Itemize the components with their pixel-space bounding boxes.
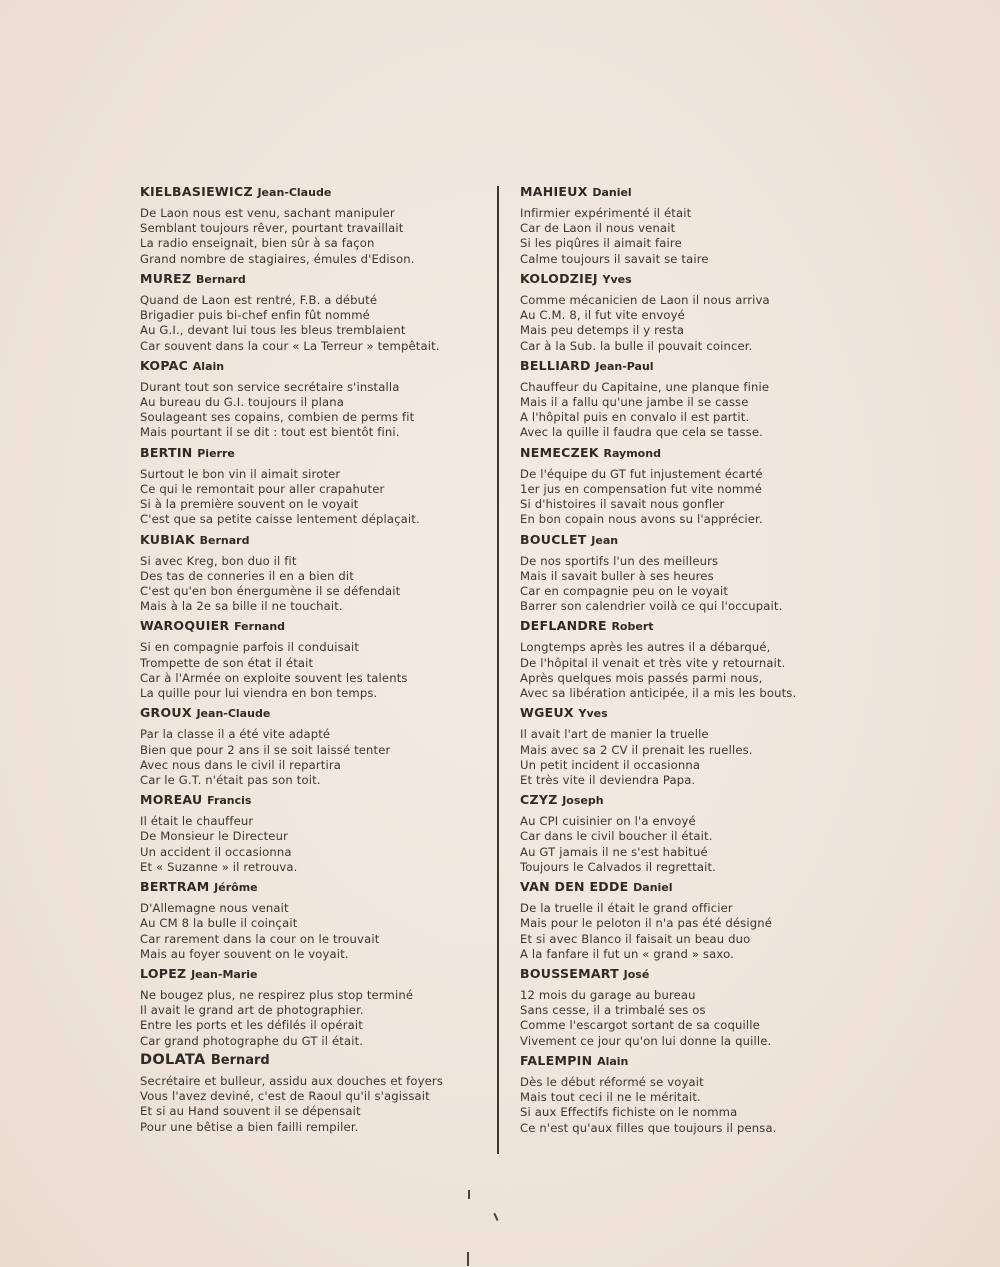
verse-line: Vous l'avez deviné, c'est de Raoul qu'il s'agissait (140, 1089, 430, 1104)
verse-line: Soulageant ses copains, combien de perms fit (140, 410, 415, 425)
poem-entry (520, 271, 840, 358)
verse-line: Car de Laon il nous venait (520, 221, 676, 236)
column-divider (497, 186, 499, 1154)
entry-name: FALEMPIN Alain (520, 1052, 629, 1068)
entry-name: BERTIN Pierre (140, 444, 235, 460)
verse-line: Au G.I., devant lui tous les bleus tremblaient (140, 323, 406, 338)
verse-line: Il était le chauffeur (140, 814, 254, 829)
verse-line: Ce n'est qu'aux filles que toujours il pensa. (520, 1120, 777, 1135)
entry-name: VAN DEN EDDE Daniel (520, 879, 673, 895)
entry-name: BERTRAM Jérôme (140, 879, 258, 895)
verse-line: Car en compagnie peu on le voyait (520, 583, 729, 598)
verse-line: Longtemps après les autres il a débarqué, (520, 640, 771, 655)
verse-line: D'Allemagne nous venait (140, 901, 289, 916)
right-column (520, 184, 840, 1140)
poem-entry (520, 532, 840, 619)
verse-line: De la truelle il était le grand officier (520, 901, 733, 916)
verse-line: La quille pour lui viendra en bon temps. (140, 686, 378, 701)
poem-entry (520, 966, 840, 1053)
poem-entry (520, 792, 840, 879)
verse-line: Sans cesse, il a trimbalé ses os (520, 1003, 706, 1018)
entry-name: WGEUX Yves (520, 705, 608, 721)
verse-line: Et si avec Blanco il faisait un beau duo (520, 931, 751, 946)
verse-line: De nos sportifs l'un des meilleurs (520, 553, 719, 568)
verse-line: Dès le début réformé se voyait (520, 1074, 704, 1089)
verse-line: En bon copain nous avons su l'apprécier. (520, 512, 763, 527)
poem-entry (520, 358, 840, 445)
entry-name: KOLODZIEJ Yves (520, 270, 632, 286)
left-column (140, 184, 485, 1140)
verse-line: Au CPI cuisinier on l'a envoyé (520, 814, 696, 829)
entry-name: MAHIEUX Daniel (520, 184, 632, 199)
poem-entry (520, 184, 840, 271)
entry-name: CZYZ Joseph (520, 792, 604, 808)
verse-line: Ce qui le remontait pour aller crapahuter (140, 481, 385, 496)
verse-line: Car le G.T. n'était pas son toit. (140, 772, 321, 787)
verse-line: Des tas de conneries il en a bien dit (140, 568, 354, 583)
verse-line: Chauffeur du Capitaine, une planque finie (520, 379, 770, 394)
verse-line: Semblant toujours rêver, pourtant travaillait (140, 221, 404, 236)
verse-line: Toujours le Calvados il regrettait. (520, 859, 716, 874)
verse-line: Comme mécanicien de Laon il nous arriva (520, 292, 770, 307)
verse-line: Si en compagnie parfois il conduisait (140, 640, 360, 655)
entry-name: KOPAC Alain (140, 357, 225, 373)
poem-entry (520, 445, 840, 532)
entry-name: MOREAU Francis (140, 792, 252, 808)
verse-line: Au C.M. 8, il fut vite envoyé (520, 308, 685, 323)
verse-line: Durant tout son service secrétaire s'installa (140, 379, 400, 394)
verse-line: Mais peu detemps il y resta (520, 323, 685, 338)
verse-line: Si à la première souvent on le voyait (140, 497, 359, 512)
verse-line: Si aux Effectifs fichiste on le nomma (520, 1105, 738, 1120)
verse-line: Avec sa libération anticipée, il a mis les bouts. (520, 686, 797, 701)
verse-line: Mais pourtant il se dit : tout est bientôt fini. (140, 425, 400, 440)
verse-line: Car souvent dans la cour « La Terreur » tempêtait. (140, 338, 440, 353)
verse-line: Entre les ports et les défilés il opérait (140, 1018, 363, 1033)
verse-line: Mais au foyer souvent on le voyait. (140, 946, 349, 961)
verse-line: Brigadier puis bi-chef enfin fût nommé (140, 308, 370, 323)
entry-name: NEMECZEK Raymond (520, 444, 661, 460)
verse-line: Grand nombre de stagiaires, émules d'Edison. (140, 251, 415, 266)
verse-line: Surtout le bon vin il aimait siroter (140, 466, 341, 481)
poem-entry (140, 271, 485, 358)
verse-line: Car à la Sub. la bulle il pouvait coincer. (520, 338, 753, 353)
entry-name: BOUSSEMART José (520, 966, 650, 982)
entry-name: KUBIAK Bernard (140, 531, 250, 547)
verse-line: A l'hôpital puis en convalo il est partit. (520, 410, 750, 425)
verse-line: Trompette de son état il était (140, 655, 314, 670)
verse-line: A la fanfare il fut un « grand » saxo. (520, 946, 734, 961)
verse-line: Par la classe il a été vite adapté (140, 727, 331, 742)
verse-line: Au CM 8 la bulle il coinçait (140, 916, 298, 931)
verse-line: Mais il a fallu qu'une jambe il se casse (520, 394, 749, 409)
poem-entry (140, 1053, 485, 1140)
verse-line: De l'hôpital il venait et très vite y retournait. (520, 655, 786, 670)
verse-line: Quand de Laon est rentré, F.B. a débuté (140, 292, 378, 307)
verse-line: Car à l'Armée on exploite souvent les talents (140, 670, 408, 685)
verse-line: Si d'histoires il savait nous gonfler (520, 497, 725, 512)
entry-name: DOLATA Bernard (140, 1052, 270, 1068)
verse-line: La radio enseignait, bien sûr à sa façon (140, 236, 375, 251)
verse-line: Calme toujours il savait se taire (520, 251, 709, 266)
poem-entry (140, 966, 485, 1053)
verse-line: Au bureau du G.I. toujours il plana (140, 394, 344, 409)
entry-name: LOPEZ Jean-Marie (140, 966, 258, 982)
verse-line: Pour une bêtise a bien failli rempiler. (140, 1119, 359, 1134)
verse-line: C'est qu'en bon énergumène il se défendait (140, 583, 401, 598)
verse-line: Il avait le grand art de photographier. (140, 1003, 364, 1018)
poem-entry (520, 1053, 840, 1140)
entry-name: GROUX Jean-Claude (140, 705, 271, 721)
verse-line: Car dans le civil boucher il était. (520, 829, 713, 844)
verse-line: Vivement ce jour qu'on lui donne la quille. (520, 1033, 772, 1048)
verse-line: Et « Suzanne » il retrouva. (140, 859, 298, 874)
poem-entry (140, 792, 485, 879)
verse-line: Ne bougez plus, ne respirez plus stop terminé (140, 988, 414, 1003)
poem-entry (140, 705, 485, 792)
verse-line: De l'équipe du GT fut injustement écarté (520, 466, 763, 481)
verse-line: Si les piqûres il aimait faire (520, 236, 682, 251)
verse-line: De Monsieur le Directeur (140, 829, 288, 844)
verse-line: Un accident il occasionna (140, 844, 292, 859)
verse-line: Après quelques mois passés parmi nous, (520, 670, 763, 685)
poem-entry (520, 618, 840, 705)
verse-line: Et très vite il deviendra Papa. (520, 772, 696, 787)
entry-name: WAROQUIER Fernand (140, 618, 286, 634)
verse-line: Il avait l'art de manier la truelle (520, 727, 709, 742)
verse-line: Si avec Kreg, bon duo il fit (140, 553, 297, 568)
poem-entry (140, 532, 485, 619)
poem-entry (520, 879, 840, 966)
verse-line: Mais à la 2e sa bille il ne touchait. (140, 599, 343, 614)
verse-line: 12 mois du garage au bureau (520, 988, 696, 1003)
poem-entry (140, 358, 485, 445)
verse-line: 1er jus en compensation fut vite nommé (520, 481, 763, 496)
verse-line: Car rarement dans la cour on le trouvait (140, 931, 380, 946)
entry-name: DEFLANDRE Robert (520, 618, 654, 634)
verse-line: Et si au Hand souvent il se dépensait (140, 1104, 361, 1119)
verse-line: Bien que pour 2 ans il se soit laissé tenter (140, 742, 391, 757)
entry-name: BELLIARD Jean-Paul (520, 357, 654, 373)
verse-line: Mais il savait buller à ses heures (520, 568, 714, 583)
poem-entry (520, 705, 840, 792)
poem-entry (140, 445, 485, 532)
verse-line: Avec nous dans le civil il repartira (140, 757, 342, 772)
verse-line: De Laon nous est venu, sachant manipuler (140, 206, 395, 220)
verse-line: Comme l'escargot sortant de sa coquille (520, 1018, 760, 1033)
entry-name: KIELBASIEWICZ Jean-Claude (140, 184, 332, 199)
verse-line: Secrétaire et bulleur, assidu aux douches et foyers (140, 1073, 444, 1088)
fold-mark (468, 1190, 470, 1199)
verse-line: Mais tout ceci il ne le méritait. (520, 1090, 701, 1105)
verse-line: Barrer son calendrier voilà ce qui l'occupait. (520, 599, 783, 614)
verse-line: Mais avec sa 2 CV il prenait les ruelles. (520, 742, 753, 757)
poem-entry (140, 879, 485, 966)
entry-name: MUREZ Bernard (140, 270, 246, 286)
verse-line: Mais pour le peloton il n'a pas été désigné (520, 916, 773, 931)
fold-mark (467, 1252, 469, 1266)
verse-line: Infirmier expérimenté il était (520, 206, 692, 220)
verse-line: Un petit incident il occasionna (520, 757, 701, 772)
poem-entry (140, 184, 485, 271)
verse-line: Car grand photographe du GT il était. (140, 1033, 364, 1048)
entry-name: BOUCLET Jean (520, 531, 619, 547)
verse-line: Au GT jamais il ne s'est habitué (520, 844, 708, 859)
verse-line: Avec la quille il faudra que cela se tasse. (520, 425, 763, 440)
poem-entry (140, 618, 485, 705)
verse-line: C'est que sa petite caisse lentement déplaçait. (140, 512, 420, 527)
